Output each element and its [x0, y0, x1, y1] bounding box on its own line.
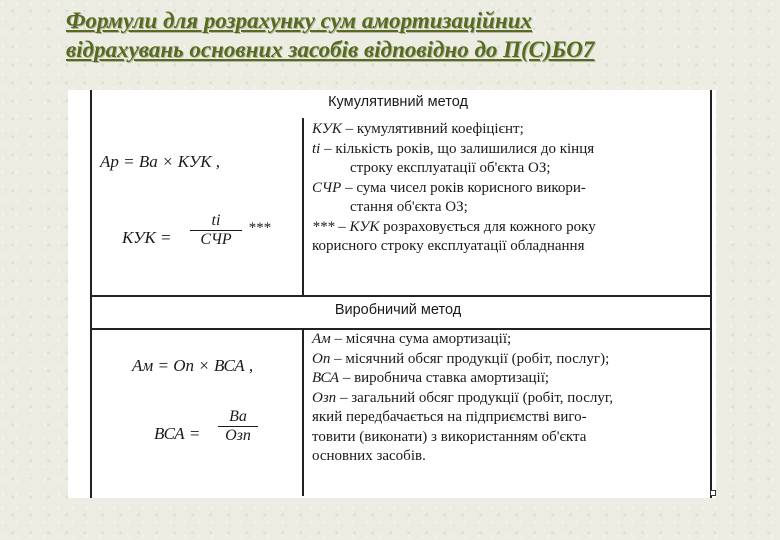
slide-title-line-1: Формули для розрахунку сум амортизаційних: [66, 8, 533, 33]
description-text: – кількість років, що залишилися до кінця: [320, 140, 595, 157]
description-text: корисного строку експлуатації обладнання: [312, 238, 585, 254]
slide-title: [66, 6, 726, 64]
description-text: – виробнича ставка амортизації;: [339, 370, 550, 386]
description-line: [312, 330, 613, 350]
fraction-denominator: СЧР: [190, 230, 242, 249]
production-formula-vsa-fraction: [218, 408, 258, 445]
section-divider-top: [90, 295, 712, 297]
formula-table: [68, 90, 716, 498]
description-line: [312, 350, 613, 370]
description-symbol: Ам: [312, 331, 331, 347]
corner-handle-icon: [710, 490, 716, 496]
description-line: [312, 179, 596, 199]
description-line: [312, 428, 613, 448]
column-divider-top: [302, 118, 304, 296]
cumulative-formula-kuk-fraction: [190, 212, 242, 249]
description-symbol: ti: [312, 140, 321, 157]
description-symbol: Оп: [312, 350, 331, 367]
description-line: [312, 159, 596, 179]
description-line: [312, 447, 613, 467]
cumulative-method-heading: Кумулятивний метод: [328, 94, 468, 110]
description-text: – сума чисел років корисного викори-: [341, 179, 586, 196]
description-symbol: *** – КУК: [312, 218, 380, 235]
description-text: основних засобів.: [312, 448, 426, 464]
cumulative-formula-kuk-mark: ***: [248, 220, 271, 236]
description-symbol: СЧР: [312, 179, 342, 196]
cumulative-formula-kuk-left: КУК =: [122, 228, 172, 247]
fraction-denominator: Озп: [218, 426, 258, 445]
description-text: – кумулятивний коефіцієнт;: [341, 121, 524, 137]
fraction-numerator: ti: [211, 212, 221, 229]
description-text: – місячний обсяг продукції (робіт, послуг);: [330, 350, 610, 367]
description-text: строку експлуатації об'єкта ОЗ;: [350, 160, 551, 176]
description-line: [312, 120, 596, 140]
production-formula-vsa-left: ВСА =: [154, 424, 201, 443]
description-text: – місячна сума амортизації;: [330, 331, 512, 347]
cumulative-formula-depreciation: Ар = Ва × КУК ,: [100, 152, 221, 171]
description-line: [312, 408, 613, 428]
description-symbol: КУК: [312, 121, 342, 137]
cumulative-description: [312, 120, 596, 257]
description-text: – загальний обсяг продукції (робіт, послуг,: [336, 389, 614, 406]
description-line: [312, 237, 596, 257]
description-line: [312, 140, 596, 160]
description-line: [312, 198, 596, 218]
description-line: [312, 389, 613, 409]
description-line: [312, 218, 596, 238]
fraction-numerator: Ва: [229, 408, 247, 425]
description-text: розраховується для кожного року: [379, 218, 596, 235]
description-symbol: ВСА: [312, 370, 340, 386]
description-line: [312, 369, 613, 389]
description-text: товити (виконати) з використанням об'єкта: [312, 428, 587, 445]
production-description: [312, 330, 613, 467]
table-border-right: [710, 90, 712, 498]
production-method-heading: Виробничий метод: [334, 302, 462, 318]
description-symbol: Озп: [312, 389, 337, 406]
slide-title-line-2: відрахувань основних засобів відповідно до П(С)БО7: [66, 37, 595, 62]
table-border-left: [90, 90, 92, 498]
column-divider-bottom: [302, 328, 304, 496]
production-formula-monthly: Ам = Оп × ВСА ,: [132, 356, 254, 375]
description-text: стання об'єкта ОЗ;: [350, 199, 468, 215]
description-text: який передбачається на підприємстві виго-: [312, 409, 587, 425]
